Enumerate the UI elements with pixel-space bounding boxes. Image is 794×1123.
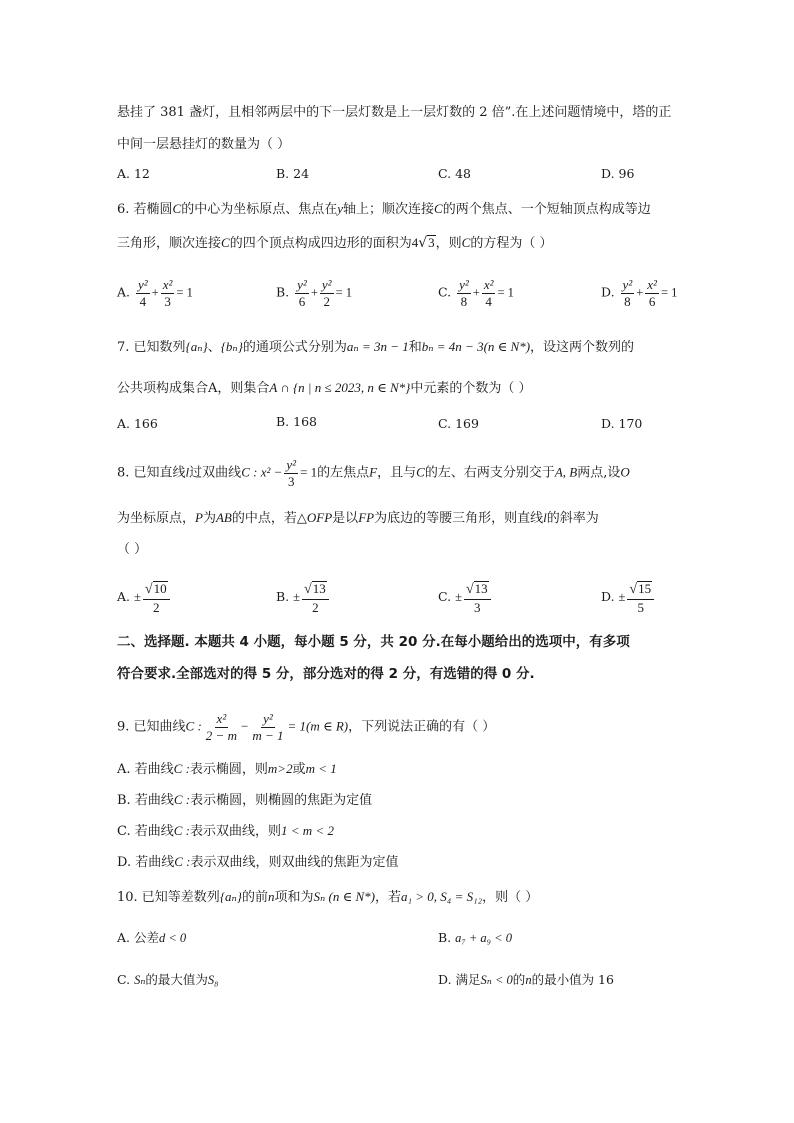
q5-option-c: C. 48 (438, 166, 471, 181)
q7-option-a: A. 166 (117, 416, 158, 431)
q8-option-a: A. ± $\frac{√10}{2}$ (117, 581, 172, 614)
q7-option-c: C. 169 (438, 416, 479, 431)
q6-stem-line1: 6. 若椭圆C的中心为坐标原点、焦点在y轴上；顺次连接C的两个焦点、一个短轴顶点构成等边 (117, 201, 651, 217)
q5-option-b: B. 24 (276, 166, 310, 181)
section-2-heading-line2: 符合要求.全部选对的得 5 分，部分选对的得 2 分，有选错的得 0 分. (117, 666, 535, 682)
q9-option-c: C. 若曲线C :表示双曲线，则1 < m < 2 (117, 823, 334, 839)
q9-option-b: B. 若曲线C :表示椭圆，则椭圆的焦距为定值 (117, 792, 373, 808)
q6-stem-line2: 三角形，顺次连接C的四个顶点构成四边形的面积为4√3，则C的方程为（ ） (117, 235, 553, 251)
q8-option-d: D. ± $\frac{√15}{5}$ (601, 581, 656, 614)
q10-option-b: B. a₇ + a₉ < 0 (438, 930, 512, 945)
q5-stem-line2: 中间一层悬挂灯的数量为（ ） (117, 137, 291, 152)
q7-stem-line1: 7. 已知数列{aₙ}、{bₙ}的通项公式分别为aₙ = 3n − 1和bₙ = 4n − 3(n ∈ N*)，设这两个数列的 (117, 339, 635, 355)
q5-option-d: D. 96 (601, 166, 635, 181)
q10-option-a: A. 公差d < 0 (117, 930, 187, 945)
q9-option-d: D. 若曲线C :表示双曲线，则双曲线的焦距为定值 (117, 854, 399, 870)
q6-option-a: A. $\frac{\text{y²}}{4}$ + $\frac{\text{x²}}{3}$ = 1 (117, 277, 193, 309)
q8-stem-line1: 8. 已知直线l过双曲线C : x² − $\frac{\text{y²}}{3}$ = 1的左焦点F，且与C的左、右两支分别交于A, B两点,设O (117, 457, 630, 489)
q8-option-c: C. ± $\frac{√13}{3}$ (438, 581, 493, 614)
q9-option-a: A. 若曲线C :表示椭圆，则m>2或m < 1 (117, 761, 337, 777)
q5-option-a: A. 12 (117, 166, 150, 181)
q8-option-b: B. ± $\frac{√13}{2}$ (276, 581, 331, 614)
q7-stem-line2: 公共项构成集合A，则集合A ∩ {n | n ≤ 2023, n ∈ N*}中元素的个数为（ ） (117, 380, 532, 396)
q10-option-d: D. 满足Sₙ < 0的n的最小值为 16 (438, 972, 614, 987)
q10-option-c: C. Sₙ的最大值为S₈ (117, 972, 219, 987)
q10-stem: 10. 已知等差数列{aₙ}的前n项和为Sₙ (n ∈ N*)，若a₁ > 0, S₄ = S₁₂，则（ ） (117, 889, 539, 905)
q5-stem-line1: 悬挂了 381 盏灯，且相邻两层中的下一层灯数是上一层灯数的 2 倍”.在上述问题情境中，塔的正 (117, 105, 672, 120)
q8-stem-line2: 为坐标原点，P为AB的中点，若△OFP是以FP为底边的等腰三角形，则直线l的斜率为 (117, 510, 599, 526)
q9-stem: 9. 已知曲线C : $\frac{\text{x²}}{2 - m}$ − $\frac{\text{y²}}{m - 1}$ = 1(m ∈ R)，下列说法正确的有（ ） (117, 711, 496, 743)
q6-option-b: B. $\frac{\text{y²}}{6}$ + $\frac{\text{y²}}{2}$ = 1 (276, 277, 352, 309)
q7-option-b: B. 168 (276, 414, 317, 429)
section-2-heading-line1: 二、选择题. 本题共 4 小题，每小题 5 分，共 20 分.在每小题给出的选项中，有多项 (117, 634, 630, 650)
q7-option-d: D. 170 (601, 416, 643, 431)
q6-option-c: C. $\frac{\text{y²}}{8}$ + $\frac{\text{x²}}{4}$ = 1 (438, 277, 514, 309)
q6-option-d: D. $\frac{\text{y²}}{8}$ + $\frac{\text{x²}}{6}$ = 1 (601, 277, 678, 309)
q8-stem-line3: （ ） (117, 542, 148, 557)
